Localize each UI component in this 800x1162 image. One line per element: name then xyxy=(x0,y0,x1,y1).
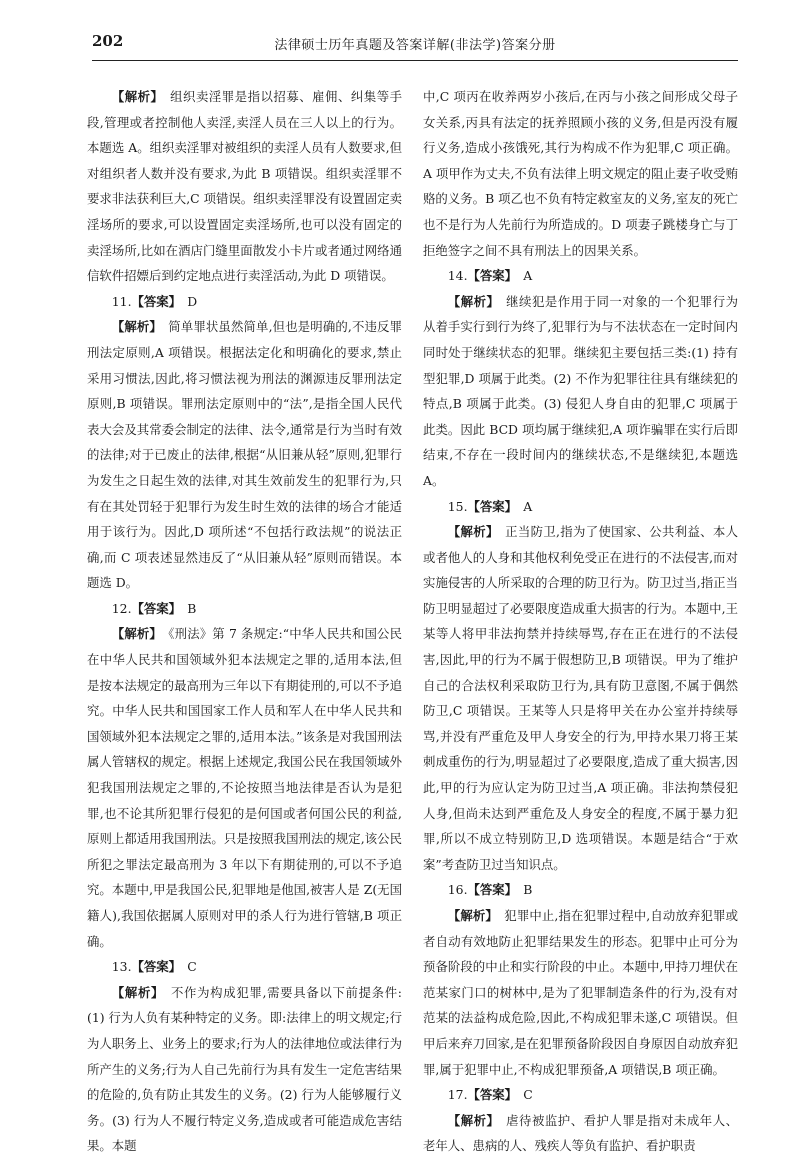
right-column xyxy=(423,84,738,1159)
answer-line xyxy=(423,877,738,903)
answer-tag: 【答案】 xyxy=(131,293,175,309)
analysis-text: 组织卖淫罪是指以招募、雇佣、纠集等手段,管理或者控制他人卖淫,卖淫人员在三人以上的行为。本题选 A。组织卖淫罪对被组织的卖淫人员有人数要求,但对组织者人数并没有要求,为此 B 项错误。组织卖淫罪不要求非法获利巨大,C 项错误。组织卖淫罪没有设置固定卖淫场所的要求,可以设置固定卖淫场所,也可以没有固定的卖淫场所,比如在酒店门缝里面散发小卡片或者通过网络通信软件招嫖后到约定地点进行卖淫活动,为此 D 项错误。 xyxy=(87,89,402,284)
answer-tag: 【答案】 xyxy=(467,1087,511,1103)
question-number: 11. xyxy=(111,293,132,309)
analysis-text: 犯罪中止,指在犯罪过程中,自动放弃犯罪或者自动有效地防止犯罪结果发生的形态。犯罪中止可分为预备阶段的中止和实行阶段的中止。本题中,甲持刀埋伏在范某家门口的树林中,是为了犯罪制造条件的行为,没有对范某的法益构成危险,因此,不构成犯罪未遂,C 项错误。但甲后来弃刀回家,是在犯罪预备阶段因自身原因自动放弃犯罪,属于犯罪中止,不构成犯罪预备,A 项错误,B 项正确。 xyxy=(423,908,738,1077)
analysis-text: 简单罪状虽然简单,但也是明确的,不违反罪刑法定原则,A 项错误。根据法定化和明确化的要求,禁止采用习惯法,因此,将习惯法视为刑法的渊源违反罪刑法定原则,B 项错误。罪刑法定原则中的“法”,是指全国人民代表大会及其常委会制定的法律、法令,通常是行为当时有效的法律;对于已废止的法律,根据“从旧兼从轻”原则,犯罪行为发生之日起生效的法律,对其生效前发生的犯罪行为,只有在其处罚轻于犯罪行为发生时生效的法律的场合才能适用于该行为。因此,D 项所述“不包括行政法规”的说法正确,而 C 项表述显然违反了“从旧兼从轻”原则而错误。本题选 D。 xyxy=(87,319,402,591)
analysis-tag: 【解析】 xyxy=(447,908,492,923)
running-title: 法律硕士历年真题及答案详解(非法学)答案分册 xyxy=(274,38,556,53)
answer-tag: 【答案】 xyxy=(467,498,511,514)
analysis-text: 正当防卫,指为了使国家、公共利益、本人或者他人的人身和其他权利免受正在进行的不法侵害,而对实施侵害的人所采取的合理的防卫行为。防卫过当,指正当防卫明显超过了必要限度造成重大损害的行为。本题中,王某等人将甲非法拘禁并持续辱骂,存在正在进行的不法侵害,因此,甲的行为不属于假想防卫,B 项错误。甲为了维护自己的合法权利采取防卫行为,具有防卫意图,不属于偶然防卫,C 项错误。王某等人只是将甲关在办公室并持续辱骂,并没有严重危及甲人身安全的行为,甲持水果刀将王某刺成重伤的行为,明显超过了必要限度,造成了重大损害,因此,甲的行为应认定为防卫过当,A 项正确。非法拘禁侵犯人身,但尚未达到严重危及人身安全的程度,不属于暴力犯罪,所以不成立特别防卫,D 选项错误。本题是结合“于欢案”考查防卫过当知识点。 xyxy=(423,524,738,872)
answer-line xyxy=(423,263,738,289)
analysis-text: 《刑法》第 7 条规定:“中华人民共和国公民在中华人民共和国领域外犯本法规定之罪的,适用本法,但是按本法规定的最高刑为三年以下有期徒刑的,可以不予追究。中华人民共和国国家工作人员和军人在中华人民共和国领域外犯本法规定之罪的,适用本法。”该条是对我国刑法属人管辖权的规定。根据上述规定,我国公民在我国领域外犯我国刑法规定之罪的,不论按照当地法律是否认为是犯罪,也不论其所犯罪行侵犯的是何国或者何国公民的利益,原则上都适用我国刑法。只是按照我国刑法的规定,该公民所犯之罪法定最高刑为 3 年以下有期徒刑的,可以不予追究。本题中,甲是我国公民,犯罪地是他国,被害人是 Z(无国籍人),我国依据属人原则对甲的杀人行为进行管辖,B 项正确。 xyxy=(87,626,402,949)
question-number: 15. xyxy=(447,498,468,514)
analysis-paragraph xyxy=(87,621,402,954)
answer-tag: 【答案】 xyxy=(467,882,511,898)
analysis-paragraph xyxy=(423,903,738,1082)
question-number: 14. xyxy=(447,268,468,284)
left-column xyxy=(87,84,402,1159)
analysis-tag: 【解析】 xyxy=(447,524,493,540)
paragraph-text: 中,C 项丙在收养两岁小孩后,在丙与小孩之间形成父母子女关系,丙具有法定的抚养照顾小孩的义务,但是丙没有履行义务,造成小孩饿死,其行为构成不作为犯罪,C 项正确。A 项甲作为丈夫,不负有法律上明文规定的阻止妻子收受贿赂的义务。B 项乙也不负有特定救室友的义务,室友的死亡也不是行为人先前行为所造成的。D 项妻子跳楼身亡与丁拒绝签字之间不具有刑法上的因果关系。 xyxy=(423,89,738,258)
question-number: 17. xyxy=(447,1087,468,1103)
answer-line xyxy=(423,494,738,520)
page-header xyxy=(92,30,738,70)
answer-value: C xyxy=(510,1087,533,1103)
page-number: 202 xyxy=(92,32,124,50)
answer-tag: 【答案】 xyxy=(131,959,175,975)
answer-line xyxy=(87,289,402,315)
answer-value: B xyxy=(174,600,197,616)
answer-line xyxy=(423,1082,738,1108)
answer-line xyxy=(87,954,402,980)
header-rule xyxy=(92,60,738,61)
answer-value: B xyxy=(510,882,533,898)
answer-line xyxy=(87,596,402,622)
analysis-paragraph xyxy=(423,1108,738,1159)
analysis-paragraph xyxy=(423,519,738,877)
analysis-text: 虐待被监护、看护人罪是指对未成年人、老年人、患病的人、残疾人等负有监护、看护职责 xyxy=(423,1112,738,1154)
analysis-paragraph xyxy=(87,314,402,596)
analysis-paragraph xyxy=(423,289,738,494)
answer-value: C xyxy=(174,959,197,975)
analysis-text: 继续犯是作用于同一对象的一个犯罪行为从着手实行到行为终了,犯罪行为与不法状态在一定时间内同时处于继续状态的犯罪。继续犯主要包括三类:(1) 持有型犯罪,D 项属于此类。(2) 不作为犯罪往往具有继续犯的特点,B 项属于此类。(3) 侵犯人身自由的犯罪,C 项属于此类。因此 BCD 项均属于继续犯,A 项诈骗罪在实行后即结束,不存在一段时间内的继续状态,不是继续犯,本题选 A。 xyxy=(423,293,738,488)
analysis-tag: 【解析】 xyxy=(447,293,494,309)
analysis-tag: 【解析】 xyxy=(447,1112,494,1128)
analysis-text: 不作为构成犯罪,需要具备以下前提条件:(1) 行为人负有某种特定的义务。即:法律上的明文规定;行为人职务上、业务上的要求;行为人的法律地位或法律行为所产生的义务;行为人自己先前行为具有发生一定危害结果的危险的,负有防止其发生的义务。(2) 行为人能够履行义务。(3) 行为人不履行特定义务,造成或者可能造成危害结果。本题 xyxy=(87,984,402,1154)
continued-paragraph xyxy=(423,84,738,263)
answer-value: A xyxy=(510,268,533,284)
question-number: 12. xyxy=(111,600,132,616)
analysis-tag: 【解析】 xyxy=(111,626,156,642)
analysis-tag: 【解析】 xyxy=(111,89,158,104)
answer-value: D xyxy=(174,293,198,309)
analysis-paragraph xyxy=(87,84,402,289)
analysis-tag: 【解析】 xyxy=(111,984,158,1000)
answer-value: A xyxy=(510,498,533,514)
answer-tag: 【答案】 xyxy=(131,600,175,616)
question-number: 16. xyxy=(447,882,468,898)
question-number: 13. xyxy=(111,959,132,975)
analysis-tag: 【解析】 xyxy=(111,319,156,335)
analysis-paragraph xyxy=(87,980,402,1159)
answer-tag: 【答案】 xyxy=(467,268,511,284)
